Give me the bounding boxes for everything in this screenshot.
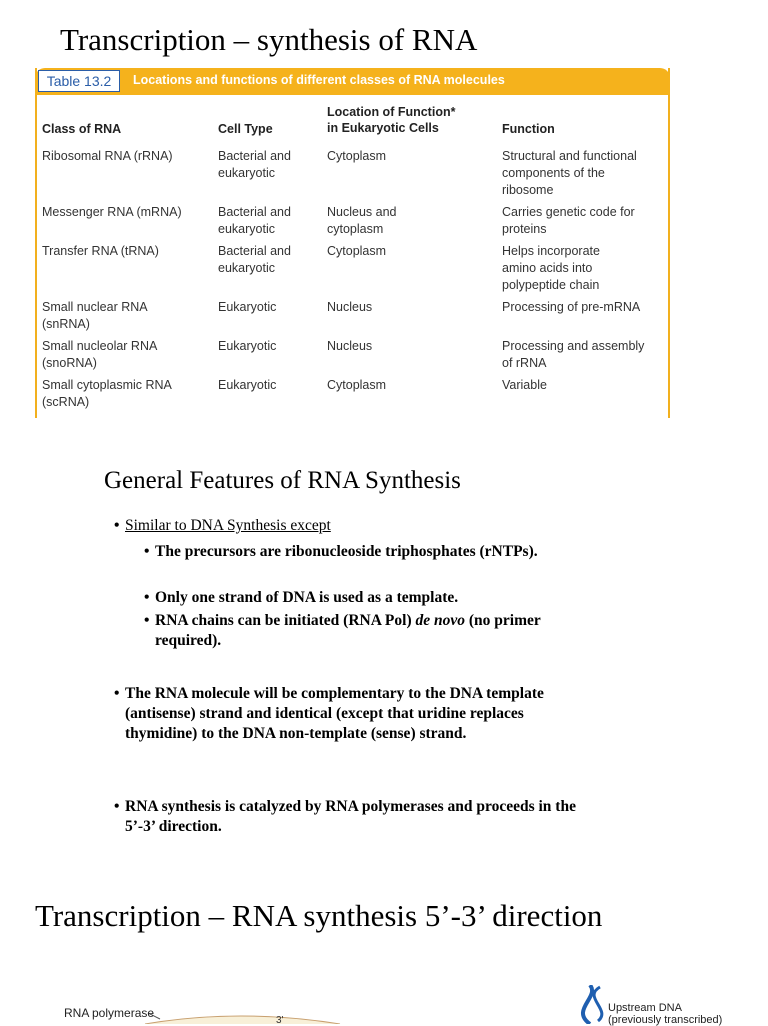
col-header-location-line1: Location of Function* [327, 105, 456, 119]
bullet-similar-text: Similar to DNA Synthesis except [125, 517, 331, 534]
de-novo-italic: de novo [415, 612, 466, 629]
cell-function-line: ribosome [502, 183, 554, 197]
cell-type-line: eukaryotic [218, 166, 275, 180]
col-header-location-line2: in Eukaryotic Cells [327, 121, 439, 135]
cell-function-line: Variable [502, 378, 547, 392]
cell-type-line: Bacterial and [218, 244, 291, 258]
cell-location-line: Nucleus [327, 300, 373, 314]
cell-type [218, 204, 291, 238]
cell-class: Small nuclear RNA [42, 300, 148, 314]
cell-function-line: Processing and assembly [502, 339, 645, 353]
sub-bullet-one-strand [144, 588, 584, 608]
cell-location-line: cytoplasm [327, 222, 384, 236]
slide1-title: Transcription – synthesis of RNA [60, 22, 478, 57]
cell-location [327, 204, 397, 238]
cell-location [327, 377, 386, 394]
cell-function-line: Helps incorporate [502, 244, 600, 258]
cell-function-line: polypeptide chain [502, 278, 600, 292]
cell-location [327, 148, 386, 165]
cell-function [502, 243, 600, 294]
cell-type-line: Eukaryotic [218, 300, 277, 314]
cell-class: Messenger RNA (mRNA) [42, 205, 182, 219]
cell-function-line: amino acids into [502, 261, 593, 275]
slide3-title: Transcription – RNA synthesis 5’-3’ direction [35, 898, 603, 933]
cell-type-line: Bacterial and [218, 205, 291, 219]
cell-location-line: Nucleus [327, 339, 373, 353]
cell-type-line: eukaryotic [218, 261, 275, 275]
table-row [42, 148, 173, 165]
cell-class: Ribosomal RNA (rRNA) [42, 149, 173, 163]
col-header-cell-type: Cell Type [218, 122, 273, 136]
table-row [42, 377, 172, 411]
rna-polymerase-label: RNA polymerase [64, 1006, 155, 1020]
dna-helix-strand-b [594, 987, 602, 1021]
bullet-dot: • [114, 798, 120, 815]
bullet-polymerase [114, 797, 584, 837]
sub-bullet-de-novo [144, 611, 584, 651]
cell-type [218, 338, 276, 355]
cell-type [218, 243, 291, 277]
slide2-title: General Features of RNA Synthesis [104, 467, 461, 494]
cell-function-line: Processing of pre-mRNA [502, 300, 641, 314]
bullet-dot: • [114, 517, 120, 534]
cell-location-line: Cytoplasm [327, 378, 387, 392]
upstream-dna-line2: (previously transcribed) [608, 1014, 723, 1026]
bullet-dot: • [144, 612, 150, 629]
cell-location [327, 299, 372, 316]
bullet-complementary [114, 684, 584, 744]
table-number-label: Table 13.2 [38, 70, 120, 92]
cell-function [502, 204, 635, 238]
col-header-function: Function [502, 122, 555, 136]
cell-type [218, 377, 276, 394]
sub-bullet-text-part: RNA chains can be initiated (RNA Pol) [155, 612, 416, 629]
cell-function [502, 148, 637, 199]
cell-function-line: proteins [502, 222, 547, 236]
cell-type-line: eukaryotic [218, 222, 275, 236]
cell-function-line: of rRNA [502, 356, 547, 370]
bullet-dot: • [144, 589, 150, 606]
cell-function [502, 299, 640, 316]
table-row [42, 299, 148, 333]
upstream-dna-line1: Upstream DNA [608, 1002, 682, 1014]
cell-class: (scRNA) [42, 395, 90, 409]
cell-function [502, 338, 644, 372]
cell-function-line: Structural and functional [502, 149, 637, 163]
cell-function-line: Carries genetic code for [502, 205, 635, 219]
cell-location [327, 338, 372, 355]
cell-location-line: Cytoplasm [327, 149, 387, 163]
cell-type-line: Eukaryotic [218, 339, 277, 353]
strand-end-label: 3' [276, 1015, 284, 1024]
cell-class: Small cytoplasmic RNA [42, 378, 172, 392]
table-row [42, 338, 157, 372]
sub-bullet-precursors [144, 542, 584, 562]
cell-location [327, 243, 386, 260]
bullet-similar [114, 516, 331, 536]
table-row [42, 243, 159, 260]
sub-bullet-text [144, 611, 584, 651]
cell-location-line: Cytoplasm [327, 244, 387, 258]
table-caption: Locations and functions of different classes of RNA molecules [133, 73, 505, 87]
cell-type [218, 299, 276, 316]
sub-bullet-text: The precursors are ribonucleoside triphosphates (rNTPs). [155, 543, 538, 560]
cell-type [218, 148, 291, 182]
bullet-text: RNA synthesis is catalyzed by RNA polymerases and proceeds in the 5’-3’ direction. [125, 798, 576, 835]
bullet-text: The RNA molecule will be complementary to the DNA template (antisense) strand and identical (except that uridine replaces thymidine) to the DNA non-template (sense) strand. [125, 685, 544, 742]
sub-bullet-text: Only one strand of DNA is used as a template. [155, 589, 459, 606]
cell-class: (snRNA) [42, 317, 90, 331]
col-header-class: Class of RNA [42, 122, 122, 136]
upstream-dna-label [608, 1002, 722, 1026]
cell-class: Small nucleolar RNA [42, 339, 158, 353]
cell-class: Transfer RNA (tRNA) [42, 244, 159, 258]
rna-polymerase-body [145, 1016, 340, 1024]
cell-location-line: Nucleus and [327, 205, 397, 219]
cell-type-line: Eukaryotic [218, 378, 277, 392]
sub-bullet-text-part: (no primer required). [155, 612, 541, 649]
cell-type-line: Bacterial and [218, 149, 291, 163]
dna-helix-strand-a [583, 985, 592, 1024]
bullet-dot: • [144, 543, 150, 560]
bullet-dot: • [114, 685, 120, 702]
cell-function-line: components of the [502, 166, 605, 180]
cell-class: (snoRNA) [42, 356, 97, 370]
cell-function [502, 377, 547, 394]
table-row [42, 204, 182, 221]
col-header-location [327, 104, 455, 136]
